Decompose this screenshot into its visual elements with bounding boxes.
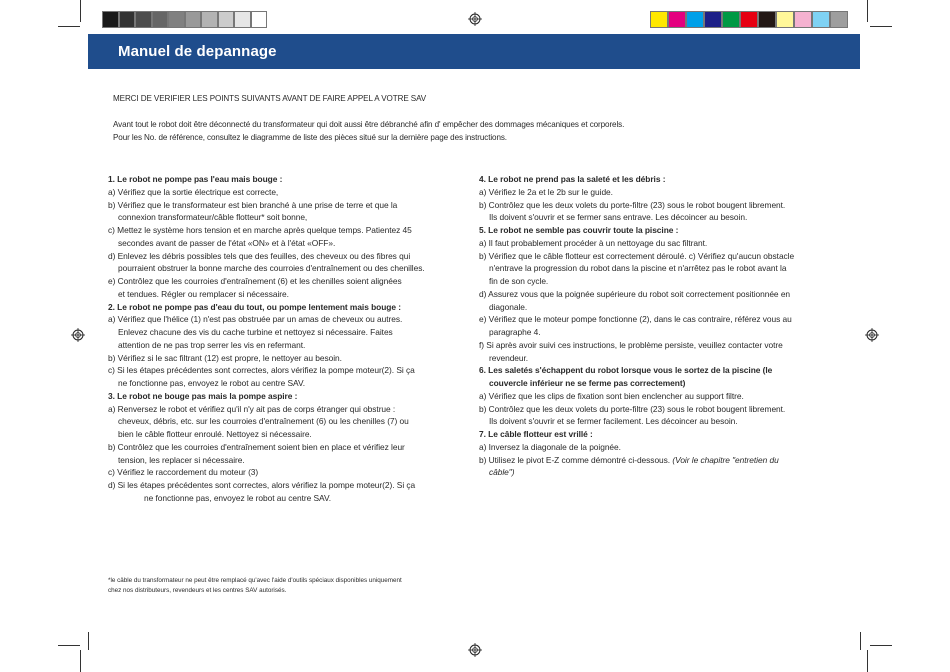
section-heading: 7. Le câble flotteur est vrillé :: [479, 429, 593, 439]
color-swatch: [812, 11, 830, 28]
gray-swatch: [152, 11, 169, 28]
text-line: fin de son cycle.: [489, 276, 549, 286]
color-swatch: [776, 11, 794, 28]
text-line: et tendues. Régler ou remplacer si nécessaire.: [118, 288, 289, 299]
gray-swatch: [185, 11, 202, 28]
text-line: a) Renversez le robot et vérifiez qu'il n'y ait pas de corps étranger qui obstrue :: [108, 403, 396, 414]
footnote: *le câble du transformateur ne peut être remplacé qu'avec l'aide d'outils spéciaux disponibles uniquement: [108, 577, 402, 584]
color-swatch: [740, 11, 758, 28]
text-line: ne fonctionne pas, envoyez le robot au centre SAV.: [118, 378, 305, 388]
text-line: e) Vérifiez que le moteur pompe fonctionne (2), dans le cas contraire, référez vous au: [479, 314, 792, 325]
text-line: bien le câble flotteur enroulé. Nettoyez si nécessaire.: [118, 429, 312, 439]
crop-mark: [58, 645, 80, 646]
chapter-reference: câble"): [489, 467, 515, 478]
section-heading: 1. Le robot ne pompe pas l'eau mais bouge :: [108, 174, 283, 184]
registration-mark-icon: [865, 328, 879, 342]
text-fragment: b) Utilisez le pivot E-Z comme démontré ci-dessous.: [479, 454, 671, 465]
text-line: ne fonctionne pas, envoyez le robot au centre SAV.: [144, 492, 331, 503]
section-heading: 5. Le robot ne semble pas couvrir toute la piscine :: [479, 225, 679, 235]
text-line: a) Il faut probablement procéder à un nettoyage du sac filtrant.: [479, 237, 708, 248]
text-line: c) Mettez le système hors tension et en marche après quelque temps. Patientez 45: [108, 225, 412, 235]
crop-mark: [58, 26, 80, 27]
color-swatch: [686, 11, 704, 28]
gray-swatch: [218, 11, 235, 28]
right-column: [479, 173, 794, 479]
text-line: b) Contrôlez que les courroies d'entraînement soient bien en place et vérifiez leur: [108, 441, 405, 452]
registration-mark-icon: [71, 328, 85, 342]
text-line: b) Vérifiez que le câble flotteur est correctement déroulé. c) Vérifiez qu'aucun obstacle: [479, 250, 795, 261]
text-line: [479, 454, 794, 467]
text-line: c) Vérifiez le raccordement du moteur (3): [108, 467, 259, 478]
crop-mark: [867, 650, 868, 672]
text-line: attention de ne pas trop serrer les vis en refermant.: [118, 339, 306, 350]
crop-mark: [860, 632, 861, 650]
text-line: pourraient obstruer la bonne marche des courroies d'entraînement ou des chenilles.: [118, 263, 425, 274]
header-bar: [88, 34, 860, 69]
crop-mark: [870, 26, 892, 27]
text-line: a) Vérifiez que les clips de fixation sont bien enclencher au support filtre.: [479, 390, 744, 401]
text-line: connexion transformateur/câble flotteur* soit bonne,: [118, 212, 308, 223]
crop-mark: [870, 645, 892, 646]
text-line: f) Si après avoir suivi ces instructions, le problème persiste, veuillez contacter votre: [479, 339, 783, 350]
text-line: a) Inversez la diagonale de la poignée.: [479, 441, 621, 452]
page-title: Manuel de depannage: [118, 43, 277, 60]
text-line: n'entrave la progression du robot dans la piscine et n'arrêtez pas le robot avant la: [489, 263, 787, 274]
section-heading: couvercle inférieur ne se ferme pas correctement): [489, 378, 686, 388]
section-heading: 6. Les saletés s'échappent du robot lorsque vous le sortez de la piscine (le: [479, 365, 773, 376]
text-line: b) Contrôlez que les deux volets du porte-filtre (23) sous le robot bougent librement.: [479, 403, 786, 414]
color-swatch: [704, 11, 722, 28]
text-line: revendeur.: [489, 352, 529, 363]
text-line: a) Vérifiez que l'hélice (1) n'est pas obstruée par un amas de cheveux ou autres.: [108, 314, 403, 325]
registration-mark-icon: [468, 643, 482, 657]
gray-swatch: [168, 11, 185, 28]
text-line: cheveux, débris, etc. sur les courroies d'entraînement (6) ou les chenilles (7) ou: [118, 416, 409, 427]
crop-mark: [80, 650, 81, 672]
color-swatch: [650, 11, 668, 28]
text-line: e) Contrôlez que les courroies d'entraînement (6) et les chenilles soient alignées: [108, 276, 402, 286]
text-line: a) Vérifiez que la sortie électrique est correcte,: [108, 186, 279, 197]
text-line: c) Si les étapes précédentes sont correctes, alors vérifiez la pompe moteur(2). Si ça: [108, 365, 415, 376]
text-line: diagonale.: [489, 301, 528, 312]
gray-swatch: [135, 11, 152, 28]
reference-note: Pour les No. de référence, consultez le diagramme de liste des pièces situé sur la dernière page des instructions.: [113, 133, 507, 142]
crop-mark: [867, 0, 868, 22]
gray-swatch: [234, 11, 251, 28]
section-heading: 4. Le robot ne prend pas la saleté et les débris :: [479, 174, 666, 184]
gray-swatch: [102, 11, 119, 28]
color-swatch: [830, 11, 848, 28]
section-heading: 2. Le robot ne pompe pas d'eau du tout, ou pompe lentement mais bouge :: [108, 301, 401, 312]
safety-warning: Avant tout le robot doit être déconnecté du transformateur qui doit aussi être débranché afin d' empêcher des dommages mécaniques et corporels.: [113, 120, 625, 129]
color-swatch: [722, 11, 740, 28]
text-line: Ils doivent s'ouvrir et se fermer sans entrave. Les décoincer au besoin.: [489, 212, 748, 223]
text-line: b) Vérifiez si le sac filtrant (12) est propre, le nettoyer au besoin.: [108, 352, 342, 363]
crop-mark: [80, 0, 81, 22]
footnote: chez nos distributeurs, revendeurs et les centres SAV autorisés.: [108, 587, 287, 594]
gray-swatch: [201, 11, 218, 28]
text-line: d) Si les étapes précédentes sont correctes, alors vérifiez la pompe moteur(2). Si ça: [108, 480, 416, 490]
notice-heading: MERCI DE VERIFIER LES POINTS SUIVANTS AVANT DE FAIRE APPEL A VOTRE SAV: [113, 94, 427, 103]
color-swatch: [758, 11, 776, 28]
text-line: d) Assurez vous que la poignée supérieure du robot soit correctement positionnée en: [479, 288, 791, 299]
text-line: b) Contrôlez que les deux volets du porte-filtre (23) sous le robot bougent librement.: [479, 199, 786, 210]
text-line: a) Vérifiez le 2a et le 2b sur le guide.: [479, 186, 613, 197]
text-line: secondes avant de passer de l'état «ON» et à l'état «OFF».: [118, 237, 336, 248]
gray-swatch: [251, 11, 268, 28]
color-swatch: [668, 11, 686, 28]
text-line: Ils doivent s'ouvrir et se fermer facilement. Les décoincer au besoin.: [489, 416, 738, 427]
crop-mark: [88, 632, 89, 650]
text-line: b) Vérifiez que le transformateur est bien branché à une prise de terre et que la: [108, 199, 398, 210]
gray-swatch: [119, 11, 136, 28]
registration-mark-icon: [468, 12, 482, 26]
color-swatch: [794, 11, 812, 28]
section-heading: 3. Le robot ne bouge pas mais la pompe aspire :: [108, 390, 298, 401]
text-line: paragraphe 4.: [489, 327, 541, 337]
text-line: Enlevez chacune des vis du cache turbine et nettoyez si nécessaire. Faites: [118, 327, 393, 337]
left-column: [108, 173, 425, 505]
text-line: tension, les replacer si nécessaire.: [118, 454, 245, 465]
chapter-reference: (Voir le chapitre "entretien du: [672, 454, 779, 465]
text-line: d) Enlevez les débris possibles tels que des feuilles, des cheveux ou des fibres qui: [108, 250, 411, 261]
